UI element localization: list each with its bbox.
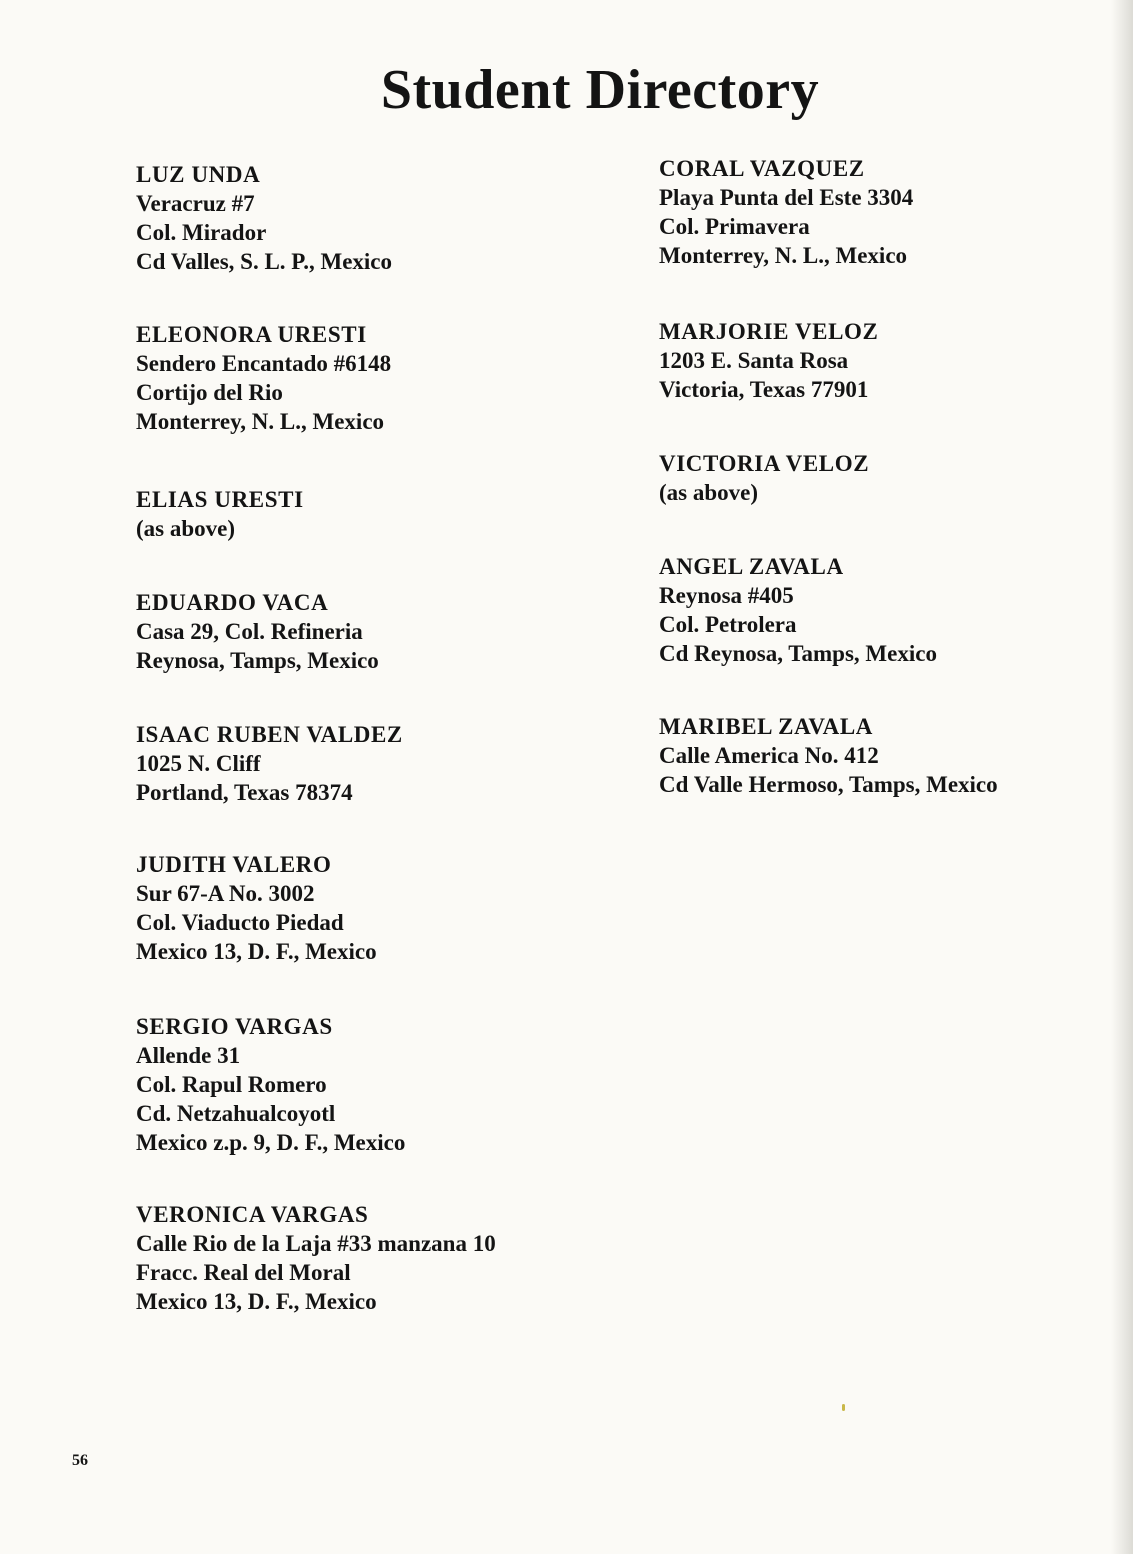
address-line: Mexico 13, D. F., Mexico [136, 939, 377, 964]
directory-entry [659, 552, 937, 668]
student-name: ELIAS URESTI [136, 487, 304, 512]
page-number: 56 [72, 1452, 88, 1469]
directory-entry [659, 449, 869, 507]
address-line: Col. Primavera [659, 214, 810, 239]
address-line: (as above) [136, 516, 236, 541]
student-name: VICTORIA VELOZ [659, 451, 870, 476]
directory-entry [659, 317, 878, 404]
directory-entry [136, 1012, 405, 1157]
address-line: Mexico 13, D. F., Mexico [136, 1289, 377, 1314]
address-line: Cd Valles, S. L. P., Mexico [136, 249, 393, 274]
address-line: Col. Rapul Romero [136, 1072, 327, 1097]
directory-entry [136, 720, 403, 807]
address-line: Calle Rio de la Laja #33 manzana 10 [136, 1231, 496, 1256]
directory-entry [136, 485, 304, 543]
address-line: Fracc. Real del Moral [136, 1260, 351, 1285]
address-line: Sendero Encantado #6148 [136, 351, 392, 376]
student-name: ISAAC RUBEN VALDEZ [136, 722, 403, 747]
directory-entry [659, 154, 913, 270]
address-line: Reynosa #405 [659, 583, 794, 608]
address-line: Col. Viaducto Piedad [136, 910, 344, 935]
address-line: Playa Punta del Este 3304 [659, 185, 914, 210]
directory-entry [659, 712, 998, 799]
address-line: Cd Valle Hermoso, Tamps, Mexico [659, 772, 998, 797]
address-line: Cortijo del Rio [136, 380, 283, 405]
address-line: Casa 29, Col. Refineria [136, 619, 363, 644]
student-name: LUZ UNDA [136, 162, 261, 187]
ink-speck [842, 1404, 845, 1411]
directory-entry [136, 1200, 496, 1316]
address-line: Monterrey, N. L., Mexico [659, 243, 908, 268]
directory-entry [136, 160, 392, 276]
address-line: Cd Reynosa, Tamps, Mexico [659, 641, 937, 666]
page-edge-shadow [1111, 0, 1133, 1554]
student-name: VERONICA VARGAS [136, 1202, 369, 1227]
page-title: Student Directory [380, 59, 820, 121]
address-line: Reynosa, Tamps, Mexico [136, 648, 379, 673]
address-line: Calle America No. 412 [659, 743, 879, 768]
address-line: Portland, Texas 78374 [136, 780, 353, 805]
student-name: MARJORIE VELOZ [659, 319, 879, 344]
address-line: Victoria, Texas 77901 [659, 377, 869, 402]
address-line: Cd. Netzahualcoyotl [136, 1101, 336, 1126]
directory-entry [136, 320, 391, 436]
address-line: (as above) [659, 480, 759, 505]
address-line: Col. Petrolera [659, 612, 797, 637]
student-name: MARIBEL ZAVALA [659, 714, 873, 739]
address-line: Col. Mirador [136, 220, 267, 245]
student-name: SERGIO VARGAS [136, 1014, 333, 1039]
address-line: 1025 N. Cliff [136, 751, 261, 776]
directory-entry [136, 588, 379, 675]
student-name: EDUARDO VACA [136, 590, 329, 615]
address-line: Mexico z.p. 9, D. F., Mexico [136, 1130, 406, 1155]
student-name: CORAL VAZQUEZ [659, 156, 865, 181]
address-line: Sur 67-A No. 3002 [136, 881, 315, 906]
address-line: Allende 31 [136, 1043, 241, 1068]
address-line: Veracruz #7 [136, 191, 255, 216]
student-name: JUDITH VALERO [136, 852, 332, 877]
student-name: ANGEL ZAVALA [659, 554, 844, 579]
directory-entry [136, 850, 377, 966]
address-line: 1203 E. Santa Rosa [659, 348, 849, 373]
address-line: Monterrey, N. L., Mexico [136, 409, 385, 434]
student-name: ELEONORA URESTI [136, 322, 367, 347]
